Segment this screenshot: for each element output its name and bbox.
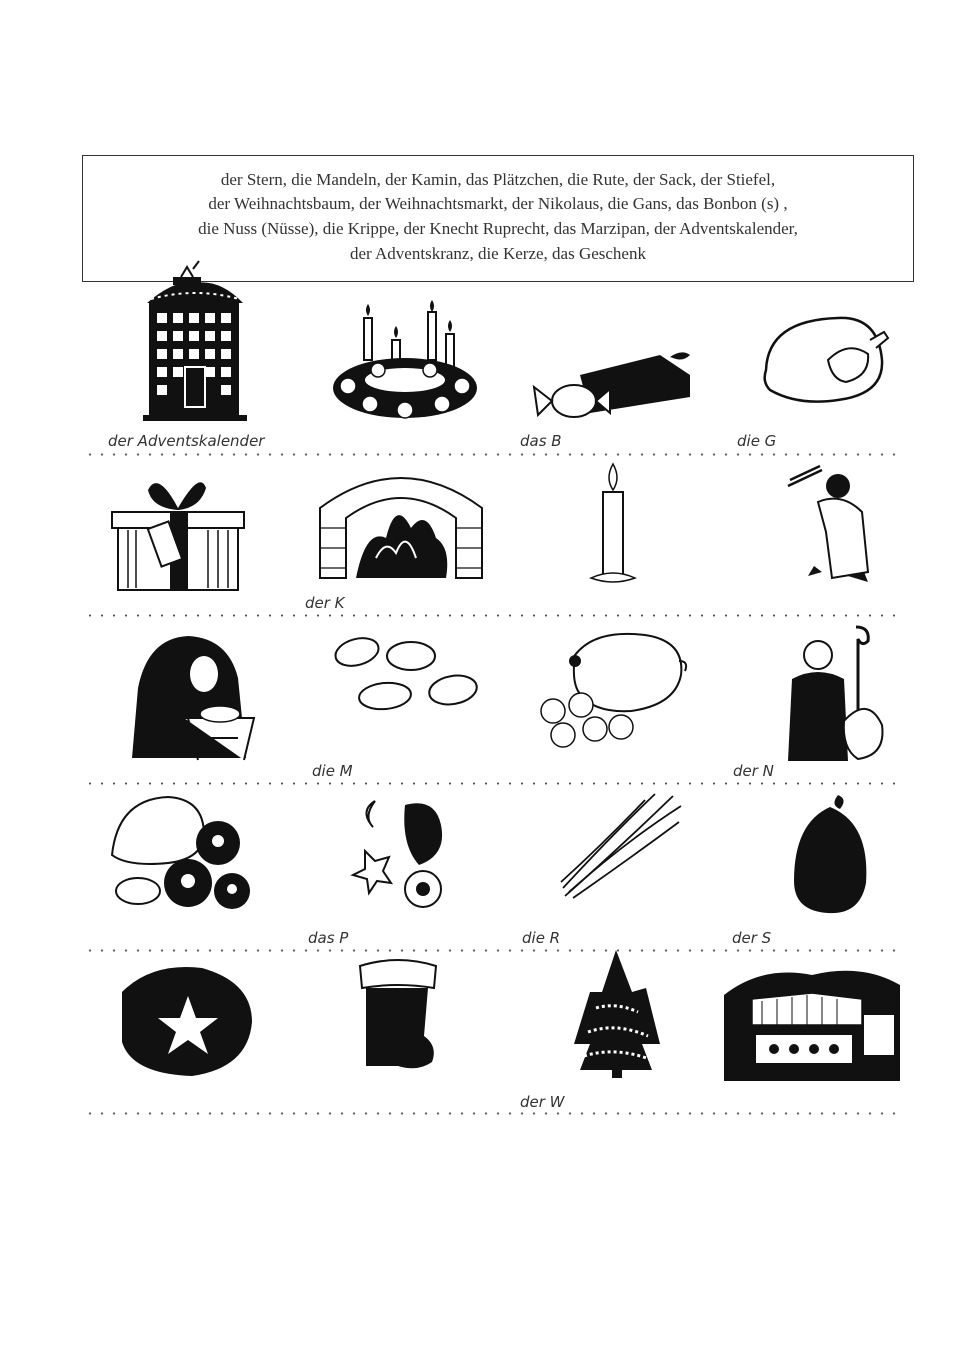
nativity-crib-icon — [128, 628, 258, 763]
label-plaetzchen: das P — [308, 929, 349, 947]
label-bonbon: das B — [520, 432, 562, 450]
christmas-market-icon — [722, 955, 902, 1085]
word-line-1: der Stern, die Mandeln, der Kamin, das Plätzchen, die Rute, der Sack, der Stiefel, — [220, 170, 776, 189]
fireplace-icon — [316, 468, 486, 583]
dotted-line-4 — [84, 949, 904, 952]
dotted-line-3 — [84, 782, 904, 785]
label-mandeln: die M — [312, 762, 353, 780]
nuts-icon — [108, 795, 258, 915]
cookies-icon — [345, 795, 455, 910]
label-sack: der S — [732, 929, 772, 947]
dotted-line-5 — [84, 1112, 904, 1115]
almonds-icon — [335, 630, 485, 720]
advent-calendar-house-icon — [135, 255, 255, 425]
christmas-tree-icon — [572, 948, 662, 1080]
bonbon-candy-icon — [530, 335, 700, 425]
dotted-line-2 — [84, 614, 904, 617]
candle-icon — [585, 462, 640, 587]
label-adventskalender: der Adventskalender — [108, 432, 265, 450]
nikolaus-icon — [778, 625, 888, 765]
label-rute: die R — [522, 929, 561, 947]
sack-icon — [790, 793, 870, 915]
label-gans: die G — [737, 432, 777, 450]
word-line-4: der Adventskranz, die Kerze, das Geschenk — [350, 244, 646, 263]
marzipan-pig-icon — [535, 625, 695, 755]
rod-icon — [555, 792, 685, 902]
goose-icon — [758, 310, 898, 420]
star-icon — [112, 962, 257, 1080]
advent-wreath-icon — [330, 300, 480, 425]
word-line-2: der Weihnachtsbaum, der Weihnachtsmarkt, der Nikolaus, die Gans, das Bonbon (s) , — [208, 194, 788, 213]
boot-icon — [358, 956, 438, 1076]
label-nikolaus: der N — [733, 762, 774, 780]
word-line-3: die Nuss (Nüsse), die Krippe, der Knecht Ruprecht, das Marzipan, der Adventskalender, — [198, 219, 798, 238]
knecht-ruprecht-icon — [782, 462, 882, 587]
dotted-line-1 — [84, 453, 904, 456]
label-weihnachtsbaum: der W — [520, 1093, 565, 1111]
gift-icon — [108, 468, 248, 593]
label-kamin: der K — [305, 594, 345, 612]
